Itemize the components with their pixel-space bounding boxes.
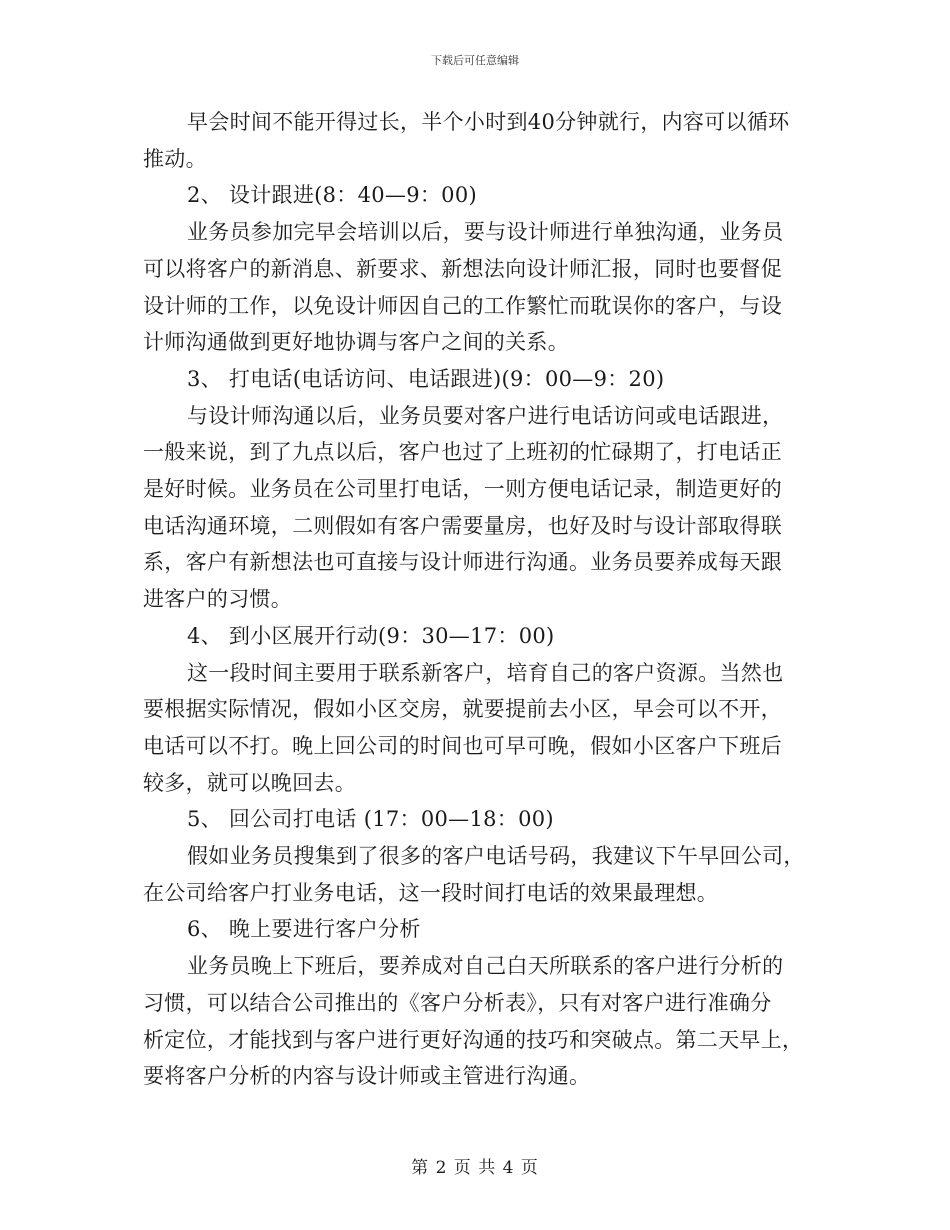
body-line: 析定位，才能找到与客户进行更好沟通的技巧和突破点。第二天早上， bbox=[143, 1027, 804, 1052]
body-line: 电话沟通环境，二则假如有客户需要量房，也好及时与设计部取得联 bbox=[143, 513, 782, 538]
page-number: 第 2 页 共 4 页 bbox=[411, 1158, 539, 1178]
body-line: 一般来说，到了九点以后，客户也过了上班初的忙碌期了，打电话正 bbox=[143, 440, 782, 465]
body-line: 要根据实际情况，假如小区交房，就要提前去小区，早会可以不开， bbox=[143, 697, 782, 722]
body-line: 计师沟通做到更好地协调与客户之间的关系。 bbox=[143, 330, 569, 355]
section-heading: 6、 晚上要进行客户分析 bbox=[187, 917, 421, 942]
body-line: 推动。 bbox=[143, 146, 207, 171]
header-note: 下载后可任意编辑 bbox=[431, 54, 519, 67]
body-line: 系，客户有新想法也可直接与设计师进行沟通。业务员要养成每天跟 bbox=[143, 550, 782, 575]
body-line: 业务员晚上下班后，要养成对自己白天所联系的客户进行分析的 bbox=[187, 954, 784, 979]
body-line: 业务员参加完早会培训以后，要与设计师进行单独沟通，业务员 bbox=[187, 220, 784, 245]
body-line: 设计师的工作，以免设计师因自己的工作繁忙而耽误你的客户，与设 bbox=[143, 293, 782, 318]
body-line: 要将客户分析的内容与设计师或主管进行沟通。 bbox=[143, 1064, 591, 1089]
section-heading: 4、 到小区展开行动(9：30—17：00) bbox=[187, 623, 555, 648]
body-line: 是好时候。业务员在公司里打电话，一则方便电话记录，制造更好的 bbox=[143, 477, 782, 502]
body-line: 较多，就可以晚回去。 bbox=[143, 770, 356, 795]
body-line: 假如业务员搜集到了很多的客户电话号码，我建议下午早回公司， bbox=[187, 844, 805, 869]
body-line: 早会时间不能开得过长，半个小时到40分钟就行，内容可以循环 bbox=[187, 110, 790, 134]
body-line: 习惯，可以结合公司推出的《客户分析表》，只有对客户进行准确分 bbox=[143, 990, 772, 1015]
section-heading: 3、 打电话(电话访问、电话跟进)(9：00—9：20) bbox=[187, 366, 665, 391]
body-line: 在公司给客户打业务电话，这一段时间打电话的效果最理想。 bbox=[143, 880, 719, 905]
body-line: 这一段时间主要用于联系新客户，培育自己的客户资源。当然也 bbox=[187, 660, 784, 685]
document-body bbox=[143, 104, 813, 1095]
body-line: 可以将客户的新消息、新要求、新想法向设计师汇报，同时也要督促 bbox=[143, 256, 782, 281]
section-heading: 5、 回公司打电话 (17：00—18：00) bbox=[187, 807, 554, 832]
body-line: 进客户的习惯。 bbox=[143, 587, 293, 612]
body-line: 电话可以不打。晚上回公司的时间也可早可晚，假如小区客户下班后 bbox=[143, 733, 782, 758]
body-line: 与设计师沟通以后，业务员要对客户进行电话访问或电话跟进， bbox=[187, 403, 784, 428]
section-heading: 2、 设计跟进(8：40—9：00) bbox=[187, 183, 477, 208]
